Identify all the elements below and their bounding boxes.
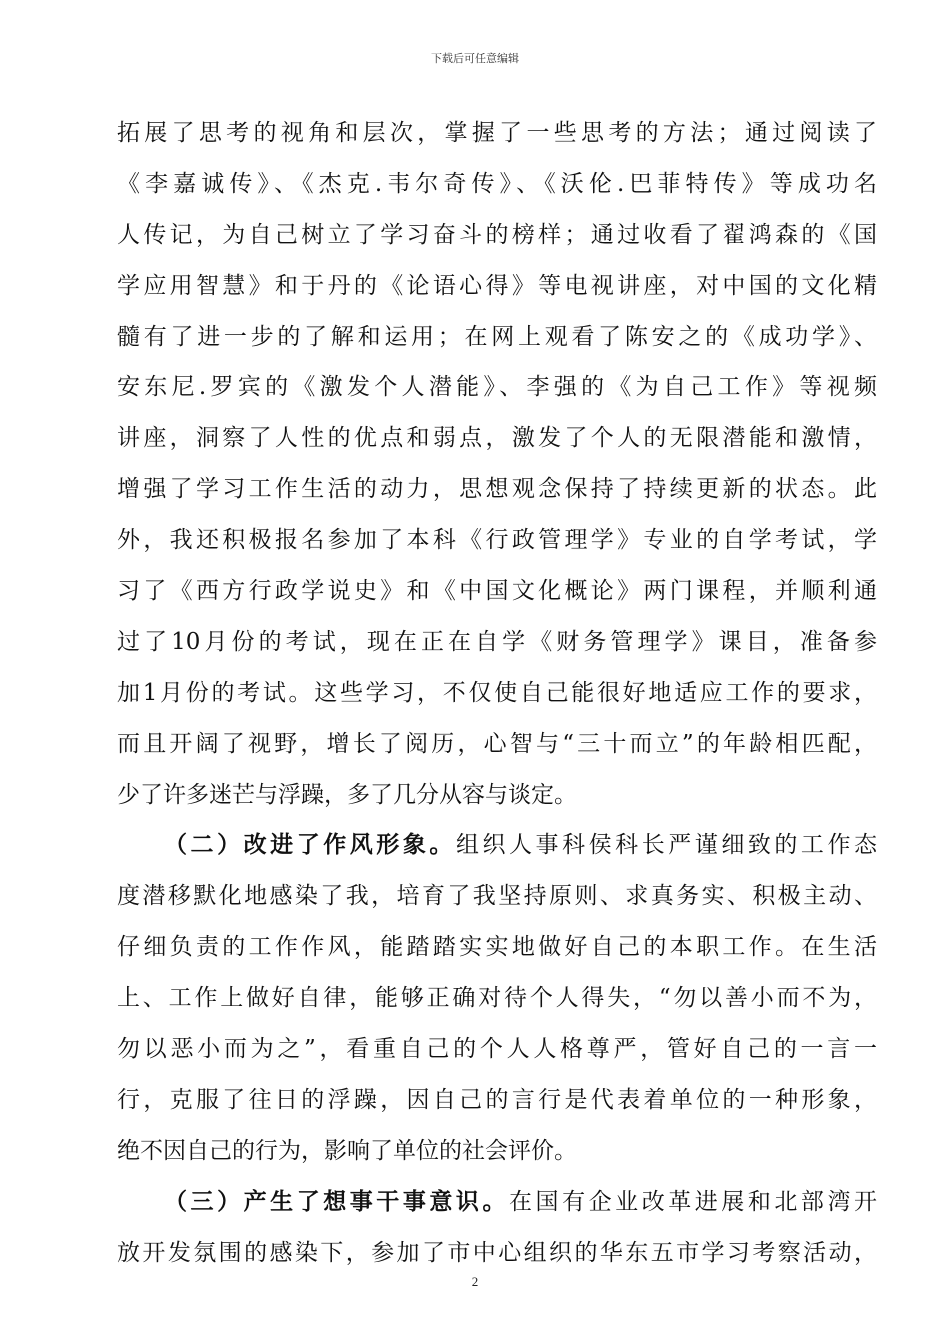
text-line: 外，我还积极报名参加了本科《行政管理学》专业的自学考试，学 xyxy=(117,527,877,554)
text-line: 人传记，为自己树立了学习奋斗的榜样；通过收看了翟鸿森的《国 xyxy=(117,221,877,248)
text-line: 绝不因自己的行为，影响了单位的社会评价。 xyxy=(117,1137,577,1164)
text-line: 过了10月份的考试，现在正在自学《财务管理学》课目，准备参 xyxy=(117,628,877,655)
text-line: 习了《西方行政学说史》和《中国文化概论》两门课程，并顺利通 xyxy=(117,578,877,605)
text-span: 在国有企业改革进展和北部湾开 xyxy=(509,1188,878,1215)
text-span: 组织人事科侯科长严谨细致的工作态 xyxy=(455,832,878,859)
text-line: 勿以恶小而为之”，看重自己的个人人格尊严，管好自己的一言一 xyxy=(117,1036,877,1063)
page-header: 下载后可任意编辑 xyxy=(431,52,519,65)
text-line: 加1月份的考试。这些学习，不仅使自己能很好地适应工作的要求， xyxy=(117,679,877,706)
text-line: 《李嘉诚传》、《杰克.韦尔奇传》、《沃伦.巴菲特传》等成功名 xyxy=(117,170,877,197)
text-line: 增强了学习工作生活的动力，思想观念保持了持续更新的状态。此 xyxy=(117,476,877,503)
text-line: 学应用智慧》和于丹的《论语心得》等电视讲座，对中国的文化精 xyxy=(117,272,877,299)
text-line: 仔细负责的工作作风，能踏踏实实地做好自己的本职工作。在生活 xyxy=(117,934,877,961)
text-line: 安东尼.罗宾的《激发个人潜能》、李强的《为自己工作》等视频 xyxy=(117,374,877,401)
text-line: 少了许多迷芒与浮躁，多了几分从容与谈定。 xyxy=(117,781,577,808)
text-line: 上、工作上做好自律，能够正确对待个人得失，“勿以善小而不为， xyxy=(117,985,877,1012)
section-heading: （三）产生了想事干事意识。 xyxy=(164,1187,509,1215)
document-body xyxy=(117,108,877,1278)
text-line: 髓有了进一步的了解和运用；在网上观看了陈安之的《成功学》、 xyxy=(117,323,877,350)
paragraph-first-line xyxy=(117,820,877,871)
text-line: 而且开阔了视野，增长了阅历，心智与“三十而立”的年龄相匹配， xyxy=(117,730,877,757)
section-heading: （二）改进了作风形象。 xyxy=(164,831,456,859)
text-line: 拓展了思考的视角和层次，掌握了一些思考的方法；通过阅读了 xyxy=(117,120,877,146)
text-line: 讲座，洞察了人性的优点和弱点，激发了个人的无限潜能和激情， xyxy=(117,425,877,452)
text-line: 放开发氛围的感染下，参加了市中心组织的华东五市学习考察活动， xyxy=(117,1239,877,1266)
text-line: 行，克服了往日的浮躁，因自己的言行是代表着单位的一种形象， xyxy=(117,1086,877,1113)
text-line: 度潜移默化地感染了我，培育了我坚持原则、求真务实、积极主动、 xyxy=(117,883,877,910)
page-number: 2 xyxy=(471,1274,479,1289)
paragraph-first-line xyxy=(117,1177,877,1228)
